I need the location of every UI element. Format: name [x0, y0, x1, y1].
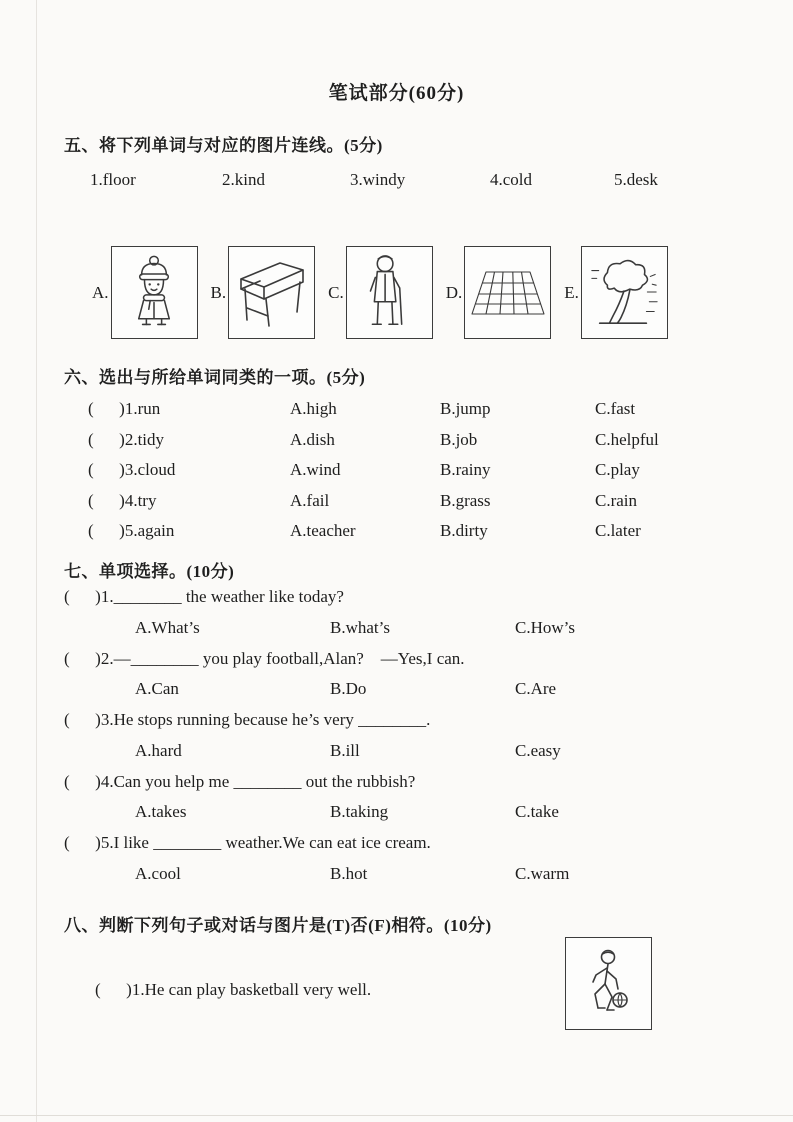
floor-picture: [464, 246, 551, 339]
option-a: A.takes: [135, 802, 187, 822]
section-multiple-choice: [0, 557, 793, 890]
option-b: B.dirty: [440, 521, 488, 541]
word-desk: 5.desk: [614, 170, 658, 189]
question-stem: ( )1.________ the weather like today?: [64, 587, 344, 607]
tf-question-1: ( )1.He can play basketball very well.: [95, 980, 372, 1000]
option-b: B.hot: [330, 863, 368, 883]
question-row-3: [64, 455, 793, 486]
option-a: A.What’s: [135, 617, 200, 637]
picture-option-c: [328, 246, 433, 339]
question-rows: [64, 394, 793, 547]
picture-option-a: [92, 246, 198, 339]
question-stem: ( )1.run: [88, 399, 161, 418]
picture-option-b: [211, 246, 316, 339]
question-stem: ( )5.again: [88, 521, 175, 541]
picture-row: [64, 246, 793, 339]
floor-illustration: [469, 266, 547, 320]
picture-option-e: [564, 246, 668, 339]
cold-child-picture: [111, 246, 198, 339]
option-b: B.Do: [330, 679, 367, 699]
word-floor: 1.floor: [90, 170, 136, 189]
section7-heading: 七、单项选择。(10分): [64, 561, 235, 581]
options-row: [64, 859, 793, 890]
picture-option-d: [446, 246, 552, 339]
options-row: [64, 674, 793, 705]
section-same-category: [0, 363, 793, 547]
mc-question-1: [64, 582, 793, 643]
cold-child-illustration: [123, 253, 185, 333]
option-c: C.easy: [515, 740, 561, 760]
option-c: C.How’s: [515, 617, 575, 637]
option-c: C.Are: [515, 679, 557, 699]
page-title: 笔试部分(60分): [328, 83, 465, 104]
old-man-illustration: [363, 253, 415, 333]
option-c: C.warm: [515, 863, 570, 883]
desk-illustration: [236, 256, 308, 330]
question-stem: ( )3.cloud: [88, 460, 176, 480]
question-row-2: [64, 425, 793, 456]
option-a: A.dish: [290, 429, 335, 449]
mc-question-3: [64, 705, 793, 766]
windy-tree-picture: [581, 246, 668, 339]
question-row-5: [64, 516, 793, 547]
option-c: C.later: [595, 521, 641, 541]
option-b: B.what’s: [330, 617, 390, 637]
section-true-false: [0, 911, 793, 1000]
question-stem: ( )3.He stops running because he’s very ________.: [64, 710, 431, 730]
option-b: B.job: [440, 429, 478, 449]
option-c: C.helpful: [595, 429, 659, 449]
picture-label-d: D.: [445, 282, 463, 302]
option-a: A.cool: [135, 863, 181, 883]
question-stem: ( )2.tidy: [88, 429, 165, 449]
option-b: B.jump: [440, 399, 491, 418]
option-a: A.fail: [290, 490, 330, 510]
option-a: A.high: [290, 399, 337, 418]
mc-question-4: [64, 767, 793, 828]
mc-question-5: [64, 828, 793, 889]
option-c: C.rain: [595, 490, 638, 510]
basketball-picture: [565, 937, 652, 1030]
options-row: [64, 797, 793, 828]
section5-heading: 五、将下列单词与对应的图片连线。(5分): [64, 136, 383, 155]
question-stem: ( )4.try: [88, 490, 157, 510]
option-b: B.ill: [330, 740, 360, 760]
old-man-picture: [346, 246, 433, 339]
option-b: B.rainy: [440, 460, 491, 480]
section-match-words: [0, 131, 793, 339]
word-cold: 4.cold: [490, 170, 533, 189]
basketball-boy-illustration: [578, 948, 640, 1020]
question-row-1: [64, 394, 793, 425]
picture-label-b: B.: [210, 282, 227, 302]
options-row: [64, 736, 793, 767]
option-b: B.taking: [330, 802, 389, 822]
option-c: C.take: [515, 802, 559, 822]
question-stem: ( )4.Can you help me ________ out the rubbish?: [64, 771, 416, 791]
option-a: A.wind: [290, 460, 341, 480]
word-list: [64, 170, 793, 190]
windy-tree-illustration: [589, 255, 659, 331]
mc-question-2: [64, 644, 793, 705]
word-windy: 3.windy: [350, 170, 406, 189]
option-b: B.grass: [440, 490, 491, 510]
option-a: A.Can: [135, 679, 179, 699]
picture-label-e: E.: [564, 282, 579, 302]
question-stem: ( )5.I like ________ weather.We can eat ice cream.: [64, 833, 431, 853]
question-stem: ( )2.—________ you play football,Alan? —Yes,I can.: [64, 648, 465, 668]
word-kind: 2.kind: [222, 170, 265, 189]
option-a: A.hard: [135, 740, 182, 760]
options-row: [64, 613, 793, 644]
option-c: C.play: [595, 460, 640, 480]
section6-heading: 六、选出与所给单词同类的一项。(5分): [64, 368, 366, 387]
option-c: C.fast: [595, 399, 636, 418]
picture-label-a: A.: [92, 282, 109, 302]
picture-label-c: C.: [328, 282, 344, 302]
desk-picture: [228, 246, 315, 339]
scan-edge-bottom: [0, 1115, 793, 1116]
option-a: A.teacher: [290, 521, 356, 541]
question-row-4: [64, 486, 793, 517]
section8-heading: 八、判断下列句子或对话与图片是(T)否(F)相符。(10分): [64, 916, 492, 936]
